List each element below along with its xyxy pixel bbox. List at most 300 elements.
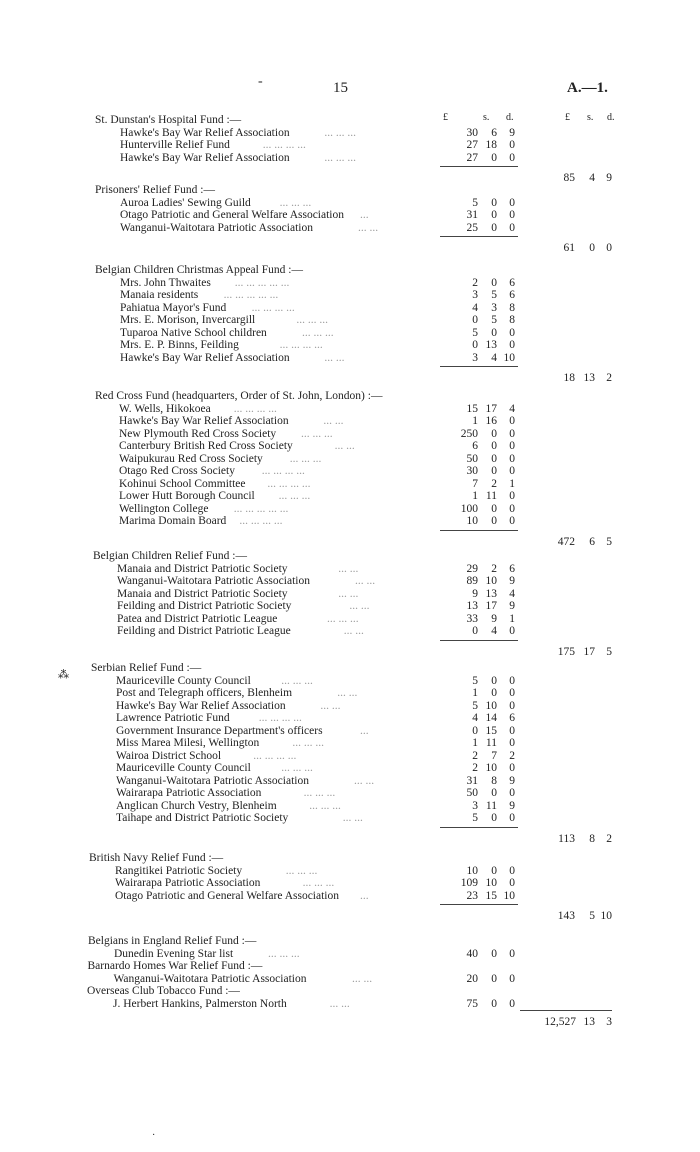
amount-pence: 0 — [509, 812, 515, 824]
dot-leaders: ... ... ... ... — [262, 139, 306, 151]
amount-pounds: 30 — [466, 126, 478, 139]
amount-pence: 4 — [509, 587, 515, 600]
contributor-name: New Plymouth Red Cross Society — [119, 427, 277, 440]
amount-pence: 0 — [509, 724, 515, 737]
amount-pounds: 15 — [466, 402, 478, 415]
dot-leaders: ... ... ... — [278, 490, 311, 502]
dot-leaders: ... ... — [324, 351, 345, 364]
dot-leaders: ... ... ... ... — [253, 749, 297, 762]
ledger-entry — [0, 222, 700, 235]
contributor-name: Anglican Church Vestry, Blenheim — [116, 799, 277, 812]
amount-pence: 0 — [509, 221, 515, 234]
ledger-entry — [0, 865, 700, 878]
section-total — [0, 646, 700, 659]
dot-leaders: ... ... — [320, 699, 341, 712]
ledger-entry — [0, 625, 700, 638]
ledger-entry — [0, 490, 700, 503]
section-total — [0, 536, 700, 549]
contributor-name: Mrs. John Thwaites — [120, 276, 211, 289]
ledger-entry — [0, 575, 700, 588]
amount-pence: 9 — [606, 172, 612, 184]
contributor-name: Pahiatua Mayor's Fund — [120, 301, 227, 314]
ledger-entry — [0, 352, 700, 365]
amount-pence: 3 — [606, 1016, 612, 1028]
amount-shillings: 0 — [491, 209, 497, 221]
dot-leaders: ... ... ... — [309, 799, 341, 812]
section-heading — [0, 184, 700, 197]
contributor-name: Manaia and District Patriotic Society — [117, 587, 288, 600]
amount-shillings: 0 — [491, 787, 497, 799]
amount-pence: 0 — [509, 502, 515, 515]
ledger-entry — [0, 787, 700, 800]
amount-pence: 0 — [509, 339, 515, 351]
amount-pounds: 27 — [466, 151, 478, 164]
amount-pence: 8 — [509, 301, 515, 314]
ledger-entry — [0, 737, 700, 750]
dot-leaders: ... ... ... — [302, 326, 334, 339]
amount-pence: 0 — [509, 787, 515, 799]
amount-pence: 6 — [509, 276, 515, 289]
contributor-name: Patea and District Patriotic League — [117, 612, 278, 625]
amount-pence: 0 — [509, 196, 515, 209]
amount-pounds: 0 — [472, 625, 478, 637]
amount-pounds: 1 — [472, 687, 478, 699]
ledger-entry — [0, 289, 700, 302]
contributor-name: Waipukurau Red Cross Society — [119, 452, 263, 465]
ledger-entry — [0, 750, 700, 763]
amount-shillings: 2 — [491, 477, 497, 490]
amount-shillings: 0 — [589, 242, 595, 254]
ledger-entry — [0, 503, 700, 516]
amount-shillings: 10 — [485, 762, 497, 774]
amount-pence: 0 — [509, 864, 515, 877]
amount-pence: 2 — [606, 372, 612, 384]
amount-pence: 9 — [509, 799, 515, 812]
contributor-name: Wanganui-Waitotara Patriotic Association — [117, 575, 310, 587]
amount-pounds: 6 — [472, 440, 478, 452]
amount-shillings: 4 — [589, 172, 595, 184]
amount-shillings: 0 — [491, 440, 497, 452]
contributor-name: Feilding and District Patriotic Society — [117, 600, 292, 612]
subtotal-rule — [440, 827, 518, 828]
amount-pounds: 10 — [466, 515, 478, 527]
section-heading — [0, 264, 700, 277]
dot-leaders: ... ... — [334, 440, 355, 452]
outer-pounds-header: £ — [565, 112, 570, 123]
page-speck: · — [152, 1130, 156, 1141]
dot-leaders: ... ... ... — [279, 196, 312, 209]
contributor-name: Hawke's Bay War Relief Association — [120, 351, 290, 364]
amount-shillings: 0 — [491, 427, 497, 440]
amount-pence: 0 — [509, 625, 515, 637]
amount-pence: 9 — [509, 600, 515, 612]
amount-shillings: 7 — [491, 749, 497, 762]
amount-pounds: 2 — [472, 762, 478, 774]
amount-pounds: 3 — [472, 289, 478, 301]
ledger-entry — [0, 563, 700, 576]
amount-pounds: 33 — [466, 612, 478, 625]
dot-leaders: ... ... ... — [324, 126, 357, 139]
amount-shillings: 0 — [491, 276, 497, 289]
amount-shillings: 4 — [491, 625, 497, 637]
fund-heading: Overseas Club Tobacco Fund :— — [87, 985, 240, 997]
amount-pounds: 31 — [466, 209, 478, 221]
contributor-name: Wanganui-Waitotara Patriotic Association — [116, 774, 309, 787]
amount-pounds: 27 — [466, 139, 478, 151]
contributor-name: Wairoa District School — [116, 749, 222, 762]
amount-pounds: 75 — [466, 997, 478, 1010]
inner-pence-header: d. — [506, 112, 514, 123]
header-dash: - — [258, 74, 263, 89]
contributor-name: Mrs. E. Morison, Invercargill — [120, 314, 256, 326]
dot-leaders: ... ... — [338, 587, 359, 600]
amount-shillings: 13 — [485, 587, 497, 600]
fund-heading: Red Cross Fund (headquarters, Order of St. John, London) :— — [95, 390, 383, 402]
ledger-entry — [0, 687, 700, 700]
fund-heading: Belgian Children Christmas Appeal Fund :— — [95, 264, 303, 276]
ledger-entry — [0, 453, 700, 466]
fund-heading-line — [0, 935, 700, 948]
amount-pence: 9 — [509, 126, 515, 139]
amount-pounds: 50 — [466, 787, 478, 799]
dot-leaders: ... — [360, 724, 369, 737]
contributor-name: Miss Marea Milesi, Wellington — [116, 737, 260, 749]
ledger-entry — [0, 613, 700, 626]
amount-shillings: 0 — [491, 326, 497, 339]
amount-pounds: 250 — [460, 427, 478, 440]
contributor-name: Kohinui School Committee — [119, 477, 246, 490]
dot-leaders: ... ... ... — [301, 427, 333, 440]
contributor-name: Manaia residents — [120, 289, 199, 301]
dot-leaders: ... ... — [343, 625, 364, 637]
amount-shillings: 5 — [491, 289, 497, 301]
contributor-name: Government Insurance Department's officers — [116, 724, 323, 737]
ledger-entry — [0, 675, 700, 688]
amount-shillings: 17 — [583, 645, 595, 658]
ledger-entry — [0, 762, 700, 775]
amount-pence: 5 — [606, 535, 612, 548]
dot-leaders: ... ... ... — [281, 674, 313, 687]
contributor-name: Wanganui-Waitotara Patriotic Association — [120, 221, 313, 234]
dot-leaders: ... ... ... — [289, 452, 322, 465]
section-heading — [0, 114, 700, 127]
ledger-entry — [0, 812, 700, 825]
amount-pence: 0 — [509, 209, 515, 221]
ledger-entry — [0, 139, 700, 152]
ledger-entry — [0, 197, 700, 210]
contributor-name: Wellington College — [119, 502, 209, 515]
amount-pence: 9 — [509, 774, 515, 787]
ledger-entry — [0, 890, 700, 903]
amount-pounds: 109 — [460, 877, 478, 889]
dot-leaders: ... ... ... ... ... — [233, 502, 289, 515]
contributor-name: Hawke's Bay War Relief Association — [119, 415, 289, 427]
ledger-entry — [0, 515, 700, 528]
amount-pence: 1 — [509, 612, 515, 625]
outer-pence-header: d. — [607, 112, 615, 123]
amount-pence: 0 — [606, 242, 612, 254]
ledger-entry — [0, 440, 700, 453]
amount-shillings: 0 — [491, 947, 497, 960]
amount-shillings: 13 — [583, 1016, 595, 1028]
fund-heading-line — [0, 960, 700, 973]
contributor-name: Rangitikei Patriotic Society — [115, 864, 243, 877]
contributor-name: Canterbury British Red Cross Society — [119, 440, 293, 452]
ledger-entry — [0, 327, 700, 340]
contributor-name: Wairarapa Patriotic Association — [115, 877, 261, 889]
amount-pence: 0 — [509, 699, 515, 712]
amount-shillings: 13 — [583, 372, 595, 384]
amount-shillings: 15 — [485, 889, 497, 902]
amount-pence: 6 — [509, 289, 515, 301]
dot-leaders: ... ... ... — [302, 877, 335, 889]
amount-pounds: 1 — [472, 737, 478, 749]
amount-pounds: 0 — [472, 724, 478, 737]
dot-leaders: ... ... — [323, 415, 344, 427]
dot-leaders: ... ... ... ... — [233, 402, 277, 415]
amount-pounds: 18 — [563, 372, 575, 384]
dot-leaders: ... — [360, 209, 369, 221]
amount-shillings: 0 — [491, 452, 497, 465]
amount-pence: 2 — [509, 749, 515, 762]
amount-pounds: 472 — [557, 535, 575, 548]
section-heading — [0, 852, 700, 865]
amount-shillings: 11 — [485, 490, 497, 502]
amount-pence: 6 — [509, 562, 515, 575]
grand-total-rule — [520, 1010, 612, 1011]
ledger-entry — [0, 725, 700, 738]
amount-pence: 0 — [509, 151, 515, 164]
amount-shillings: 0 — [491, 687, 497, 699]
ledger-entry — [0, 465, 700, 478]
amount-pence: 4 — [509, 402, 515, 415]
dot-leaders: ... ... ... — [296, 314, 329, 326]
amount-shillings: 8 — [589, 832, 595, 845]
amount-pence: 0 — [509, 515, 515, 527]
amount-pounds: 4 — [472, 301, 478, 314]
dot-leaders: ... ... ... — [285, 864, 318, 877]
contributor-name: Auroa Ladies' Sewing Guild — [120, 196, 251, 209]
amount-pounds: 50 — [466, 452, 478, 465]
amount-pence: 8 — [509, 314, 515, 326]
amount-pence: 10 — [503, 889, 515, 902]
amount-pounds: 12,527 — [544, 1016, 576, 1028]
fund-heading: Barnardo Homes War Relief Fund :— — [87, 960, 263, 972]
amount-shillings: 11 — [485, 737, 497, 749]
amount-shillings: 6 — [589, 535, 595, 548]
amount-pounds: 143 — [557, 910, 575, 922]
amount-pounds: 9 — [472, 587, 478, 600]
ledger-entry — [0, 998, 700, 1011]
margin-mark: ⁂ — [58, 669, 69, 681]
amount-pence: 0 — [509, 465, 515, 477]
amount-shillings: 15 — [485, 724, 497, 737]
subtotal-rule — [440, 640, 518, 641]
amount-shillings: 5 — [491, 314, 497, 326]
ledger-entry — [0, 588, 700, 601]
amount-shillings: 18 — [485, 139, 497, 151]
ledger-entry — [0, 209, 700, 222]
amount-pounds: 5 — [472, 674, 478, 687]
amount-shillings: 0 — [491, 864, 497, 877]
section-heading — [0, 550, 700, 563]
contributor-name: Taihape and District Patriotic Society — [116, 812, 289, 824]
amount-pounds: 30 — [466, 465, 478, 477]
ledger-entry — [0, 127, 700, 140]
amount-pounds: 5 — [472, 699, 478, 712]
amount-pounds: 40 — [466, 947, 478, 960]
amount-pounds: 100 — [460, 502, 478, 515]
amount-pence: 1 — [509, 477, 515, 490]
amount-pence: 0 — [509, 947, 515, 960]
amount-pence: 0 — [509, 762, 515, 774]
dot-leaders: ... ... — [337, 687, 358, 699]
amount-shillings: 16 — [485, 415, 497, 427]
amount-shillings: 17 — [485, 402, 497, 415]
section-total — [0, 833, 700, 846]
ledger-entry — [0, 152, 700, 165]
outer-shillings-header: s. — [587, 112, 594, 123]
dot-leaders: ... ... ... — [292, 737, 325, 749]
amount-pounds: 2 — [472, 749, 478, 762]
amount-shillings: 13 — [485, 339, 497, 351]
fund-heading: Belgians in England Relief Fund :— — [88, 935, 257, 947]
amount-shillings: 5 — [589, 910, 595, 922]
contributor-name: Wairarapa Patriotic Association — [116, 787, 262, 799]
ledger-entry — [0, 948, 700, 961]
contributor-name: Mrs. E. P. Binns, Feilding — [120, 339, 239, 351]
amount-shillings: 8 — [491, 774, 497, 787]
amount-pence: 9 — [509, 575, 515, 587]
amount-pence: 10 — [503, 351, 515, 364]
dot-leaders: ... ... ... ... ... — [234, 276, 290, 289]
contributor-name: Lawrence Patriotic Fund — [116, 712, 230, 724]
contributor-name: Marima Domain Board — [119, 515, 227, 527]
section-total — [0, 910, 700, 923]
amount-pounds: 5 — [472, 326, 478, 339]
amount-shillings: 6 — [491, 126, 497, 139]
ledger-entry — [0, 712, 700, 725]
amount-shillings: 0 — [491, 465, 497, 477]
contributor-name: Otago Patriotic and General Welfare Association — [115, 889, 339, 902]
amount-pounds: 3 — [472, 799, 478, 812]
amount-pounds: 5 — [472, 812, 478, 824]
grand-total — [0, 1016, 700, 1029]
ledger-entry — [0, 339, 700, 352]
dot-leaders: ... ... ... ... — [258, 712, 302, 724]
section-heading — [0, 662, 700, 675]
ledger-entry — [0, 600, 700, 613]
contributor-name: Hawke's Bay War Relief Association — [120, 151, 290, 164]
contributor-name: Post and Telegraph officers, Blenheim — [116, 687, 293, 699]
ledger-entry — [0, 973, 700, 986]
dot-leaders: ... ... — [352, 972, 373, 985]
amount-pence: 0 — [509, 427, 515, 440]
fund-heading: British Navy Relief Fund :— — [89, 852, 224, 864]
fund-heading: Prisoners' Relief Fund :— — [95, 184, 215, 196]
amount-shillings: 0 — [491, 502, 497, 515]
amount-pence: 0 — [509, 452, 515, 465]
amount-pounds: 31 — [466, 774, 478, 787]
contributor-name: Feilding and District Patriotic League — [117, 625, 291, 637]
amount-pence: 0 — [509, 139, 515, 151]
ledger-entry — [0, 478, 700, 491]
dot-leaders: ... ... — [355, 575, 376, 587]
dot-leaders: ... — [360, 889, 369, 902]
fund-heading-line — [0, 985, 700, 998]
amount-pence: 0 — [509, 674, 515, 687]
contributor-name: Otago Red Cross Society — [119, 465, 235, 477]
amount-shillings: 0 — [491, 972, 497, 985]
ledger-entry — [0, 800, 700, 813]
dot-leaders: ... ... ... — [281, 762, 313, 774]
amount-pounds: 89 — [466, 575, 478, 587]
amount-shillings: 17 — [485, 600, 497, 612]
ledger-entry — [0, 314, 700, 327]
dot-leaders: ... ... ... ... — [251, 301, 295, 314]
ledger-entry — [0, 277, 700, 290]
section-total — [0, 242, 700, 255]
amount-shillings: 14 — [485, 712, 497, 724]
dot-leaders: ... ... ... ... — [261, 465, 305, 477]
contributor-name: Wanganui-Waitotara Patriotic Association — [113, 972, 307, 985]
amount-shillings: 2 — [491, 562, 497, 575]
subtotal-rule — [440, 236, 518, 237]
dot-leaders: ... ... — [329, 997, 350, 1010]
amount-shillings: 0 — [491, 515, 497, 527]
amount-pence: 0 — [509, 997, 515, 1010]
amount-shillings: 3 — [491, 301, 497, 314]
contributor-name: Hawke's Bay War Relief Association — [120, 126, 290, 139]
dot-leaders: ... ... ... ... ... — [223, 289, 279, 301]
amount-pence: 0 — [509, 972, 515, 985]
amount-pence: 0 — [509, 440, 515, 452]
contributor-name: Lower Hutt Borough Council — [119, 490, 255, 502]
amount-pounds: 2 — [472, 276, 478, 289]
contributor-name: Mauriceville County Council — [116, 674, 251, 687]
amount-pounds: 1 — [472, 415, 478, 427]
contributor-name: W. Wells, Hikokoea — [119, 402, 211, 415]
amount-pence: 0 — [509, 877, 515, 889]
amount-pounds: 7 — [472, 477, 478, 490]
dot-leaders: ... ... ... ... — [279, 339, 323, 351]
amount-shillings: 0 — [491, 196, 497, 209]
amount-shillings: 0 — [491, 997, 497, 1010]
subtotal-rule — [440, 530, 518, 531]
contributor-name: Otago Patriotic and General Welfare Association — [120, 209, 344, 221]
amount-shillings: 11 — [485, 799, 497, 812]
amount-pounds: 85 — [563, 172, 575, 184]
amount-pence: 6 — [509, 712, 515, 724]
ledger-entry — [0, 428, 700, 441]
subtotal-rule — [440, 904, 518, 905]
contributor-name: Hawke's Bay War Relief Association — [116, 699, 286, 712]
amount-pounds: 3 — [472, 351, 478, 364]
fund-heading: Belgian Children Relief Fund :— — [93, 550, 247, 562]
amount-pounds: 5 — [472, 196, 478, 209]
ledger-entry — [0, 403, 700, 416]
ledger-entry — [0, 302, 700, 315]
amount-pence: 5 — [606, 645, 612, 658]
fund-heading: Serbian Relief Fund :— — [91, 662, 202, 674]
amount-pounds: 29 — [466, 562, 478, 575]
contributor-name: Manaia and District Patriotic Society — [117, 562, 288, 575]
amount-pounds: 10 — [466, 864, 478, 877]
page-number: 15 — [333, 80, 348, 96]
amount-pounds: 13 — [466, 600, 478, 612]
ledger-entry — [0, 415, 700, 428]
dot-leaders: ... ... ... ... — [267, 477, 311, 490]
